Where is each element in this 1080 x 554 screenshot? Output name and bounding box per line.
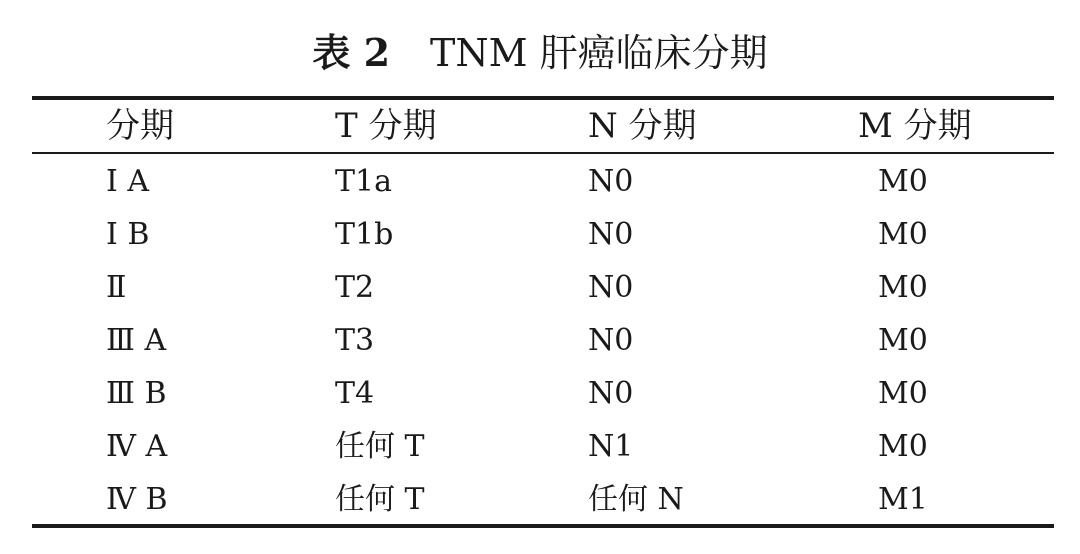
table-caption: TNM 肝癌临床分期: [430, 31, 768, 75]
cell-n-stage: N1: [588, 429, 634, 464]
cell-stage: Ⅰ B: [106, 217, 150, 252]
cell-n-stage: N0: [588, 323, 634, 358]
cell-m-stage: M1: [878, 482, 928, 517]
table-header-row: [0, 100, 1080, 153]
cell-t-stage: 任何 T: [335, 482, 425, 517]
cell-m-stage: M0: [878, 164, 928, 199]
cell-n-stage: 任何 N: [588, 482, 684, 517]
cell-t-stage: T3: [335, 323, 375, 358]
table-number: 表 2: [312, 30, 391, 75]
cell-stage: Ⅰ A: [106, 164, 150, 199]
cell-t-stage: T2: [335, 270, 375, 305]
table-bottom-rule: [32, 524, 1054, 528]
cell-m-stage: M0: [878, 323, 928, 358]
cell-m-stage: M0: [878, 429, 928, 464]
header-t-stage: T 分期: [335, 106, 437, 146]
cell-n-stage: N0: [588, 217, 634, 252]
header-m-stage: M 分期: [858, 106, 972, 146]
cell-stage: Ⅲ A: [106, 323, 167, 358]
cell-t-stage: T1a: [335, 164, 392, 199]
cell-t-stage: T4: [335, 376, 375, 411]
cell-n-stage: N0: [588, 270, 634, 305]
cell-m-stage: M0: [878, 376, 928, 411]
table-row: [0, 208, 1080, 261]
table-row: [0, 261, 1080, 314]
cell-m-stage: M0: [878, 217, 928, 252]
cell-stage: Ⅲ B: [106, 376, 167, 411]
header-n-stage: N 分期: [588, 106, 697, 146]
table-title: [0, 28, 1080, 78]
table-header-rule: [32, 152, 1054, 154]
cell-n-stage: N0: [588, 164, 634, 199]
table-row: [0, 473, 1080, 526]
table-row: [0, 420, 1080, 473]
cell-t-stage: 任何 T: [335, 429, 425, 464]
table-row: [0, 314, 1080, 367]
table-row: [0, 367, 1080, 420]
cell-m-stage: M0: [878, 270, 928, 305]
header-stage: 分期: [106, 106, 174, 146]
table-row: [0, 155, 1080, 208]
cell-stage: Ⅳ B: [106, 482, 168, 517]
cell-stage: Ⅱ: [106, 270, 127, 305]
cell-n-stage: N0: [588, 376, 634, 411]
cell-t-stage: T1b: [335, 217, 394, 252]
cell-stage: Ⅳ A: [106, 429, 168, 464]
